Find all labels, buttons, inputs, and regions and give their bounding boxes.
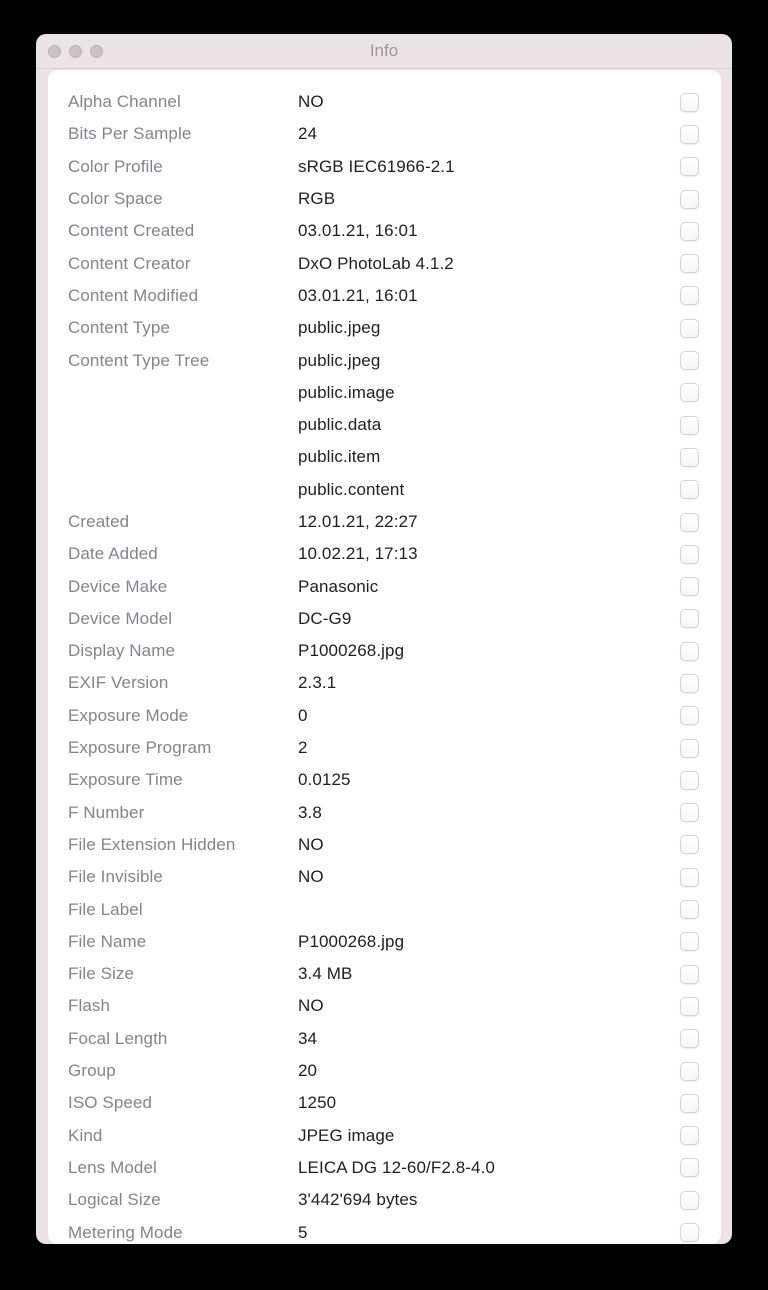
row-checkbox[interactable] — [680, 93, 699, 112]
field-value: public.item — [298, 447, 381, 467]
field-label: File Label — [68, 899, 143, 919]
field-label: ISO Speed — [68, 1093, 153, 1113]
field-value: 3.4 MB — [298, 964, 353, 984]
metadata-row — [48, 667, 721, 699]
field-value: sRGB IEC61966-2.1 — [298, 156, 455, 176]
metadata-row — [48, 635, 721, 667]
metadata-row — [48, 893, 721, 925]
field-value: 24 — [298, 124, 318, 144]
field-label: Alpha Channel — [68, 92, 181, 112]
field-value: NO — [298, 996, 324, 1016]
field-label: Logical Size — [68, 1190, 161, 1210]
field-value: 03.01.21, 16:01 — [298, 221, 418, 241]
field-value: public.image — [298, 382, 395, 402]
row-checkbox[interactable] — [680, 803, 699, 822]
row-checkbox[interactable] — [680, 674, 699, 693]
field-label: File Extension Hidden — [68, 834, 236, 854]
field-label: Color Space — [68, 189, 163, 209]
field-label: Content Type — [68, 318, 171, 338]
field-label: EXIF Version — [68, 673, 169, 693]
metadata-panel — [48, 70, 721, 1244]
row-checkbox[interactable] — [680, 739, 699, 758]
field-value: public.content — [298, 479, 405, 499]
row-checkbox[interactable] — [680, 157, 699, 176]
close-button[interactable] — [48, 45, 61, 58]
metadata-row — [48, 829, 721, 861]
field-label: Group — [68, 1061, 116, 1081]
row-checkbox[interactable] — [680, 351, 699, 370]
row-checkbox[interactable] — [680, 997, 699, 1016]
field-value: 3.8 — [298, 802, 322, 822]
row-checkbox[interactable] — [680, 642, 699, 661]
field-value: public.jpeg — [298, 318, 381, 338]
row-checkbox[interactable] — [680, 222, 699, 241]
field-value: Panasonic — [298, 576, 379, 596]
field-value: 10.02.21, 17:13 — [298, 544, 418, 564]
row-checkbox[interactable] — [680, 448, 699, 467]
row-checkbox[interactable] — [680, 868, 699, 887]
field-value: 12.01.21, 22:27 — [298, 512, 418, 531]
minimize-button[interactable] — [69, 45, 82, 58]
metadata-row — [48, 312, 721, 344]
row-checkbox[interactable] — [680, 254, 699, 273]
row-checkbox[interactable] — [680, 771, 699, 790]
metadata-row — [48, 797, 721, 829]
field-value: DxO PhotoLab 4.1.2 — [298, 253, 454, 273]
row-checkbox[interactable] — [680, 190, 699, 209]
field-label: Created — [68, 512, 130, 531]
metadata-row — [48, 247, 721, 279]
metadata-row — [48, 1023, 721, 1055]
metadata-row — [48, 1216, 721, 1244]
field-value: 2.3.1 — [298, 673, 337, 693]
field-value: 1250 — [298, 1093, 337, 1113]
row-checkbox[interactable] — [680, 286, 699, 305]
zoom-button[interactable] — [90, 45, 103, 58]
field-value: 3'442'694 bytes — [298, 1190, 418, 1210]
row-checkbox[interactable] — [680, 125, 699, 144]
row-checkbox[interactable] — [680, 1062, 699, 1081]
metadata-row — [48, 570, 721, 602]
field-value: 2 — [298, 738, 308, 758]
row-checkbox[interactable] — [680, 383, 699, 402]
field-value: P1000268.jpg — [298, 931, 405, 951]
field-value: 34 — [298, 1028, 318, 1048]
field-label: Content Modified — [68, 285, 199, 305]
title-bar[interactable] — [36, 34, 732, 69]
metadata-row — [48, 764, 721, 796]
metadata-row — [48, 1184, 721, 1216]
field-label: Display Name — [68, 641, 176, 661]
field-value: LEICA DG 12-60/F2.8-4.0 — [298, 1157, 495, 1177]
row-checkbox[interactable] — [680, 932, 699, 951]
field-value: 20 — [298, 1061, 318, 1081]
field-value: 03.01.21, 16:01 — [298, 285, 418, 305]
metadata-row — [48, 183, 721, 215]
metadata-row — [48, 990, 721, 1022]
metadata-row — [48, 409, 721, 441]
field-label: Content Created — [68, 221, 195, 241]
metadata-row — [48, 700, 721, 732]
metadata-row — [48, 538, 721, 570]
field-value: public.data — [298, 415, 382, 435]
row-checkbox[interactable] — [680, 1223, 699, 1242]
field-value: 0 — [298, 705, 308, 725]
row-checkbox[interactable] — [680, 965, 699, 984]
metadata-row — [48, 861, 721, 893]
metadata-row — [48, 86, 721, 118]
row-checkbox[interactable] — [680, 706, 699, 725]
info-window — [36, 34, 732, 1244]
field-value: NO — [298, 867, 324, 887]
field-label: Date Added — [68, 544, 158, 564]
field-value: 5 — [298, 1222, 308, 1242]
field-value: public.jpeg — [298, 350, 381, 370]
row-checkbox[interactable] — [680, 319, 699, 338]
row-checkbox[interactable] — [680, 416, 699, 435]
metadata-row — [48, 118, 721, 150]
row-checkbox[interactable] — [680, 1126, 699, 1145]
field-value: JPEG image — [298, 1125, 395, 1145]
metadata-row — [48, 344, 721, 376]
field-label: Bits Per Sample — [68, 124, 192, 144]
row-checkbox[interactable] — [680, 1029, 699, 1048]
metadata-row — [48, 474, 721, 506]
field-label: Color Profile — [68, 156, 163, 176]
field-value: RGB — [298, 189, 336, 209]
metadata-row — [48, 1055, 721, 1087]
row-checkbox[interactable] — [680, 1158, 699, 1177]
metadata-row — [48, 603, 721, 635]
metadata-row — [48, 732, 721, 764]
row-checkbox[interactable] — [680, 577, 699, 596]
row-checkbox[interactable] — [680, 1191, 699, 1210]
field-label: Metering Mode — [68, 1222, 183, 1242]
metadata-row — [48, 1152, 721, 1184]
metadata-row — [48, 151, 721, 183]
field-label: Kind — [68, 1125, 103, 1145]
window-controls — [36, 45, 103, 58]
row-checkbox[interactable] — [680, 513, 699, 532]
row-checkbox[interactable] — [680, 835, 699, 854]
metadata-row — [48, 1087, 721, 1119]
field-label: Exposure Time — [68, 770, 183, 790]
field-label: Exposure Mode — [68, 705, 189, 725]
field-label: Lens Model — [68, 1157, 157, 1177]
field-label: Exposure Program — [68, 738, 212, 758]
field-label: Content Creator — [68, 253, 191, 273]
field-value: P1000268.jpg — [298, 641, 405, 661]
row-checkbox[interactable] — [680, 609, 699, 628]
metadata-row — [48, 926, 721, 958]
metadata-row — [48, 441, 721, 473]
field-value: NO — [298, 834, 324, 854]
field-label: Content Type Tree — [68, 350, 210, 370]
metadata-row — [48, 377, 721, 409]
row-checkbox[interactable] — [680, 545, 699, 564]
window-title: Info — [369, 41, 399, 60]
metadata-row — [48, 215, 721, 247]
row-checkbox[interactable] — [680, 900, 699, 919]
field-label: F Number — [68, 802, 145, 822]
field-value: 0.0125 — [298, 770, 351, 790]
field-value: NO — [298, 92, 324, 112]
metadata-row — [48, 506, 721, 538]
field-label: File Size — [68, 964, 135, 984]
row-checkbox[interactable] — [680, 480, 699, 499]
metadata-row — [48, 280, 721, 312]
field-label: Device Model — [68, 608, 173, 628]
field-label: Device Make — [68, 576, 168, 596]
metadata-row — [48, 958, 721, 990]
field-label: Focal Length — [68, 1028, 168, 1048]
row-checkbox[interactable] — [680, 1094, 699, 1113]
field-value: DC-G9 — [298, 608, 352, 628]
field-label: Flash — [68, 996, 111, 1016]
field-label: File Invisible — [68, 867, 163, 887]
metadata-row — [48, 1120, 721, 1152]
field-label: File Name — [68, 931, 147, 951]
